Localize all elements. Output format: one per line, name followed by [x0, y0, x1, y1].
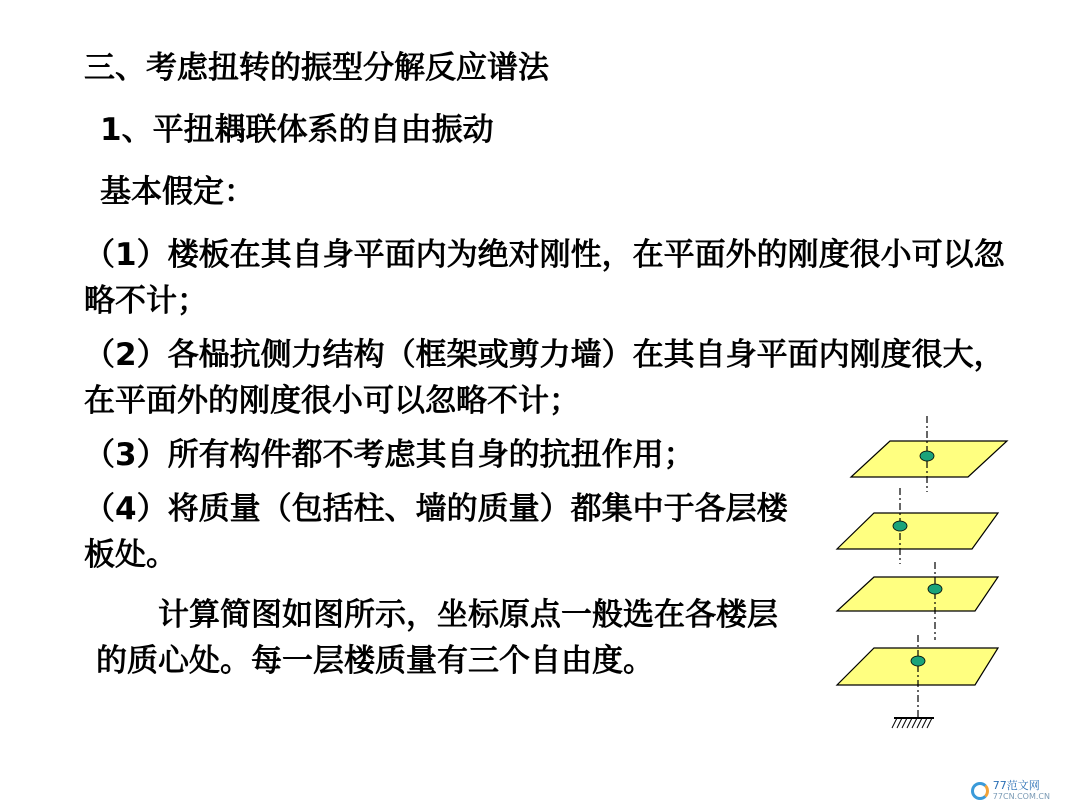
note-paragraph: 计算简图如图所示，坐标原点一般选在各楼层的质心处。每一层楼质量有三个自由度。 [96, 597, 778, 679]
assumption-1: （1）楼板在其自身平面内为绝对刚性，在平面外的刚度很小可以忽略不计； [84, 237, 1005, 319]
mass-point [911, 656, 925, 666]
section-subheading: 1、平扭耦联体系的自由振动 [100, 112, 494, 148]
torsion-model-diagram [830, 410, 1020, 740]
assumption-3: （3）所有构件都不考虑其自身的抗扭作用； [84, 437, 695, 473]
assumption-4: （4）将质量（包括柱、墙的质量）都集中于各层楼板处。 [84, 491, 788, 573]
logo-ring-icon [971, 782, 989, 800]
mass-point [928, 584, 942, 594]
mass-point [920, 451, 934, 461]
logo-main-text: 77范文网 [992, 779, 1040, 792]
assumptions-title: 基本假定： [100, 174, 255, 210]
site-logo [971, 780, 1050, 802]
logo-sub-text: 77CN.COM.CN [992, 792, 1050, 801]
slab-2 [837, 488, 998, 564]
page-heading: 三、考虑扭转的振型分解反应谱法 [84, 50, 549, 86]
mass-point [893, 521, 907, 531]
slab-3 [837, 562, 998, 640]
ground-support [892, 718, 934, 728]
slab-4 [837, 635, 998, 717]
slab-1 [851, 416, 1007, 492]
assumption-2: （2）各榀抗侧力结构（框架或剪力墙）在其自身平面内刚度很大，在平面外的刚度很小可以忽略不计； [84, 337, 1005, 419]
